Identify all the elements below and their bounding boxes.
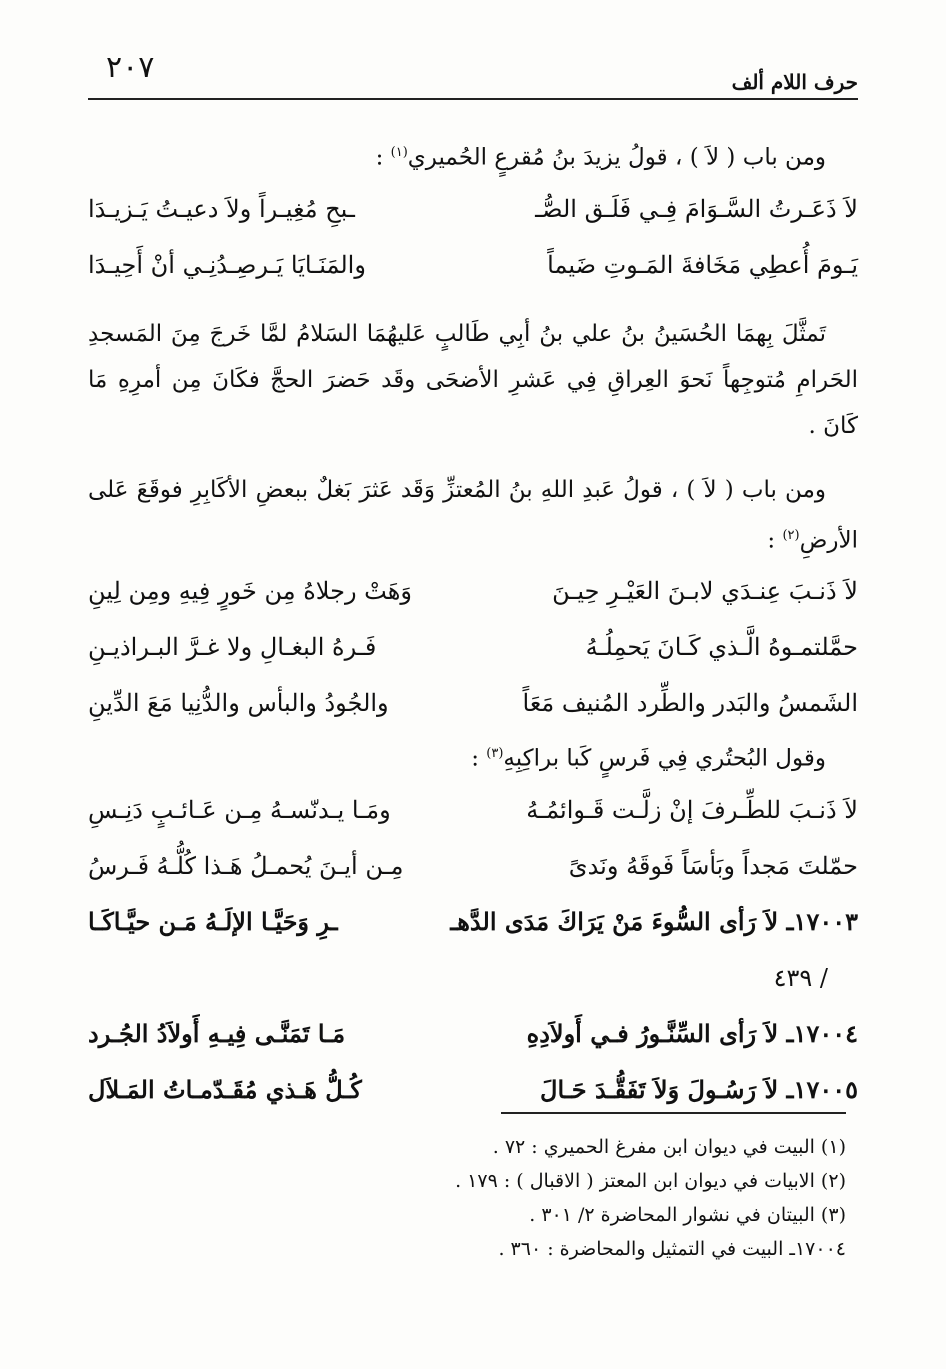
verse-first-hemistich: الشَمسُ والبَدر والطِّرد المُنيف مَعَاً [522,689,858,718]
verse-second-hemistich: ومَـا يـدنّسـهُ مِـن عَـائـبٍ دَنِـسِ [88,795,391,824]
numbered-verse-17004 [88,1006,858,1062]
footnote-divider [501,1112,846,1114]
footnote: (٢) الابيات في ديوان ابن المعتز ( الاقبال ) : ١٧٩ . [455,1170,846,1192]
verse-first-hemistich: لاَ ذَنـبَ للطِّـرفَ إنْ زلَّـت قَـوائمُـهُ [526,795,858,824]
verse-second-hemistich: وَهَتْ رجلاهُ مِن خَورٍ فِيهِ ومِن لِينِ [88,577,412,606]
verse-first-hemistich: ١٧٠٠٣ـ لاَ رَأى السُّوءَ مَنْ يَرَاكَ مَدَى الدَّهـ [450,906,858,936]
main-content [88,130,858,1118]
footnote-ref-2: (٢) [782,527,800,543]
verse [88,619,858,675]
verse-second-hemistich: مَـا تَمَنَّـى فِيـهِ أَولاَدُ الجُـرد [88,1018,346,1048]
verse-first-hemistich: ١٧٠٠٥ـ لاَ رَسُـولَ وَلاَ تَفَقُّـدَ حَـالَ [540,1074,858,1104]
section2-intro-text: ومن باب ( لاَ ) ، قولُ عَبدِ اللهِ بنُ المُعتزِّ وَقَد عَثرَ بَغلٌ ببعضِ الأكَابِرِ فوقَعَ عَلى الأرضِ [88,476,858,554]
numbered-verse-17003 [88,894,858,950]
verse [88,237,858,293]
section2-intro-tail: : [767,527,783,554]
footnote-ref-1: (١) [390,145,408,160]
verse-first-hemistich: حمَّلتمـوهُ الَّـذي كَـانَ يَحمِلُـهُ [585,633,858,662]
verse [88,563,858,619]
section3-intro-text: وقول البُحتُري فِي فَرسٍ كَبا براكِبِهِ [503,745,826,772]
footnote: ١٧٠٠٤ـ البيت في التمثيل والمحاضرة : ٣٦٠ . [498,1238,846,1260]
verse-first-hemistich: لاَ ذَنـبَ عِنـدَي لابـنَ العَيْـرِ حِيـنَ [552,577,858,606]
footnote-ref-3: (٣) [486,746,504,762]
section2-intro [88,467,858,564]
footnote: (١) البيت في ديوان ابن مفرغ الحميري : ٧٢ . [492,1136,846,1158]
section3-intro [88,731,858,782]
footnotes [88,1130,846,1266]
chapter-title: حرف اللام ألف [731,70,858,94]
verse [88,181,858,237]
verse-first-hemistich: حمّلتَ مَجداً وبَأسَاً فَوقَهُ ونَدىً [568,851,858,880]
verse-second-hemistich: والمَنَـايَا يَـرصِـدُنِـي أنْ أَحِيـدَا [88,250,366,279]
verse [88,838,858,894]
section3-intro-tail: : [471,745,487,772]
verse-first-hemistich: ١٧٠٠٤ـ لاَ رَأى السِّنَّـورُ فـي أَولاَدِهِ [526,1018,858,1048]
verse-second-hemistich: كُـلُّ هَـذي مُقَـدّمـاتُ المَـلاَل [88,1074,362,1104]
verse-second-hemistich: ـبحِ مُغِيـراً ولاَ دعيـتُ يَـزيـدَا [88,194,355,223]
section1-intro [88,130,858,181]
verse-second-hemistich: فَـرهُ البغـالِ ولا غـرَّ البـراذيـنِ [88,633,377,662]
commentary-paragraph: تَمثَّلَ بِهمَا الحُسَينُ بنُ علي بنُ أبِي طَالبٍ عَليهُمَا السَلامُ لمَّا خَرجَ مِنَ المَسجدِ الحَرامِ مُتوجِهاً نَحوَ العِراقِ فِي عَشرِ الأضحَى وقَد حَضرَ الحجَّ فكَانَ مِن أمرِهِ مَا كَانَ . [88,320,858,439]
manuscript-folio-ref: / ٤٣٩ [773,963,828,992]
verse-first-hemistich: لاَ ذَعَـرتُ السَّـوَامَ فِـي فَلَـق الصُّـ [535,194,858,223]
section1-intro-text: ومن باب ( لاَ ) ، قولُ يزيدَ بنُ مُقرعٍ الحُميري [407,144,826,171]
verse [88,675,858,731]
verse-second-hemistich: والجُودُ والبأس والدُّنِيا مَعَ الدِّينِ [88,689,389,718]
verse-second-hemistich: ـرِ وَحَيَّـا الإلَـهُ مَـن حيَّـاكَـا [88,906,338,936]
section1-intro-tail: : [375,144,391,171]
page-header [88,40,858,100]
footnote: (٣) البيتان في نشوار المحاضرة ٢/ ٣٠١ . [529,1204,846,1226]
verse-first-hemistich: يَـومَ أُعطِي مَخَافةَ المَـوتِ ضَيماً [547,250,858,279]
verse-second-hemistich: مِـن أيـنَ يُحمـلُ هَـذا كُلُّـهُ فَـرسُ [88,851,404,880]
page-number: ٢٠٧ [106,50,155,85]
numbered-verse-17005 [88,1062,858,1118]
verse [88,782,858,838]
